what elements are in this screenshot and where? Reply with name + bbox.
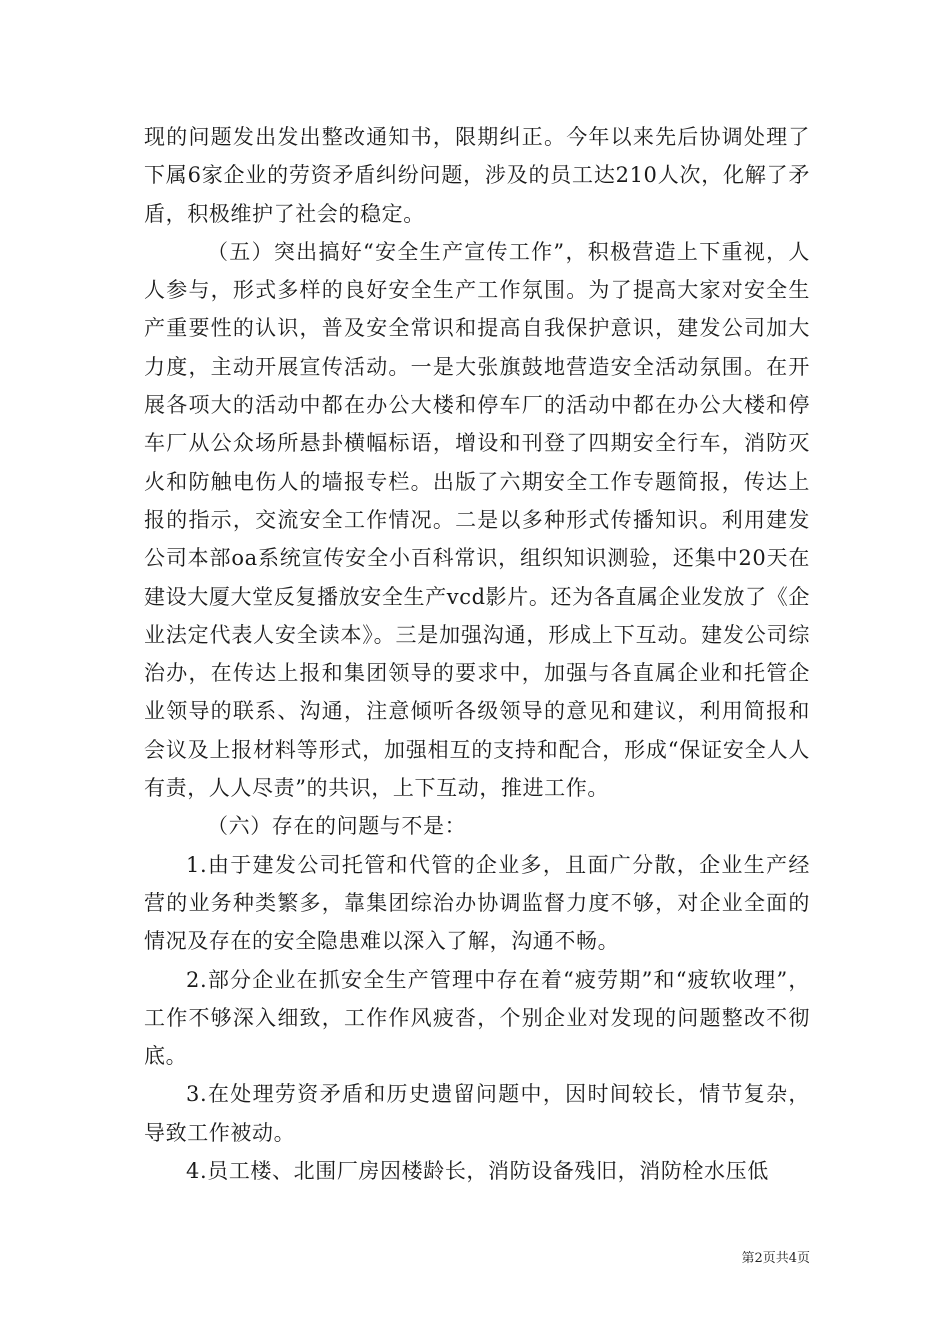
- paragraph-continuation: 现的问题发出发出整改通知书，限期纠正。今年以来先后协调处理了下属6家企业的劳资矛盾纠纷问题，涉及的员工达210人次，化解了矛盾，积极维护了社会的稳定。: [144, 125, 810, 226]
- paragraph-issue-4: 4.员工楼、北围厂房因楼龄长，消防设备残旧，消防栓水压低: [186, 1159, 769, 1184]
- paragraph-section-six-heading: （六）存在的问题与不是：: [207, 814, 467, 839]
- paragraph-issue-3: 3.在处理劳资矛盾和历史遗留问题中，因时间较长，情节复杂，导致工作被动。: [144, 1082, 810, 1145]
- paragraph-issue-1: 1.由于建发公司托管和代管的企业多，且面广分散，企业生产经营的业务种类繁多，靠集团综治办协调监督力度不够，对企业全面的情况及存在的安全隐患难以深入了解，沟通不畅。: [144, 852, 810, 954]
- paragraph-section-five: （五）突出搞好“安全生产宣传工作”，积极营造上下重视，人人参与，形式多样的良好安全生产工作氛围。为了提高大家对安全生产重要性的认识，普及安全常识和提高自我保护意识，建发公司加大力度，主动开展宣传活动。一是大张旗鼓地营造安全活动氛围。在开展各项大的活动中都在办公大楼和停车厂的活动中都在办公大楼和停车厂从公众场所悬卦横幅标语，增设和刊登了四期安全行车，消防灭火和防触电伤人的墙报专栏。出版了六期安全工作专题简报，传达上报的指示，交流安全工作情况。二是以多种形式传播知识。利用建发公司本部oa系统宣传安全小百科常识，组织知识测验，还集中20天在建设大厦大堂反复播放安全生产vcd影片。还为各直属企业发放了《企业法定代表人安全读本》。三是加强沟通，形成上下互动。建发公司综治办，在传达上报和集团领导的要求中，加强与各直属企业和托管企业领导的联系、沟通，注意倾听各级领导的意见和建议，利用简报和会议及上报材料等形式，加强相互的支持和配合，形成“保证安全人人有责，人人尽责”的共识，上下互动，推进工作。: [144, 239, 810, 801]
- paragraph-issue-2: 2.部分企业在抓安全生产管理中存在着“疲劳期”和“疲软收理”，工作不够深入细致，工作作风疲沓，个别企业对发现的问题整改不彻底。: [144, 967, 810, 1069]
- document-body: [144, 118, 810, 1190]
- page-number-footer: 第2页共4页: [741, 1251, 810, 1266]
